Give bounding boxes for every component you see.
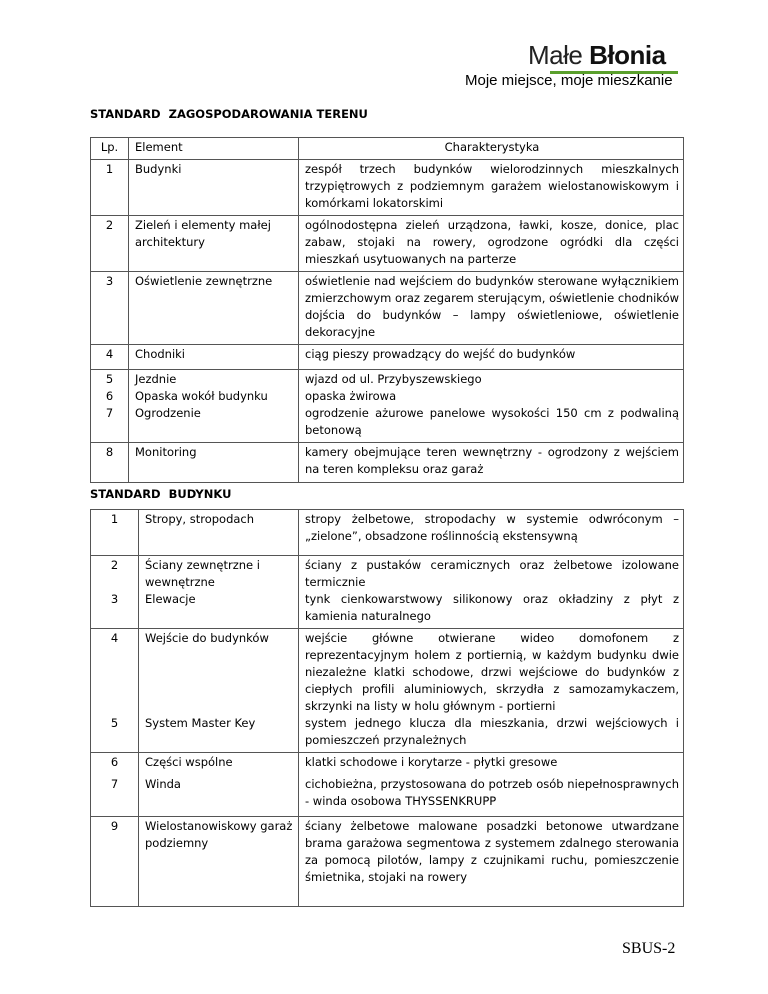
row-descriptions-group <box>299 629 684 753</box>
row-numbers-group <box>91 370 129 443</box>
table-row <box>91 160 684 216</box>
row-element: Wejście do budynków <box>145 631 269 645</box>
header-lp: Lp. <box>91 138 129 160</box>
row-elements-group <box>139 753 299 817</box>
row-number: 3 <box>110 592 119 606</box>
row-element: Oświetlenie zewnętrzne <box>129 272 299 345</box>
logo-wordmark <box>528 40 666 71</box>
table-header-row <box>91 138 684 160</box>
row-element: Części wspólne <box>145 755 233 769</box>
table-row <box>91 345 684 370</box>
row-element: Stropy, stropodach <box>139 510 299 556</box>
building-standard-table <box>90 509 684 907</box>
row-number: 5 <box>110 716 119 730</box>
row-description: ściany żelbetowe malowane posadzki betonowe utwardzane brama garażowa segmentowa z systemem zdalnego sterowania za pomocą pilotów, lampy z czujnikami ruchu, pomieszczenie śmietnika, stojaki na rowery <box>299 817 684 907</box>
row-description: ściany z pustaków ceramicznych oraz żelbetowe izolowane termicznie <box>305 558 679 589</box>
table-row <box>91 216 684 272</box>
table-row <box>91 272 684 345</box>
row-element: Chodniki <box>129 345 299 370</box>
row-number: 3 <box>91 272 129 345</box>
row-element: Winda <box>145 777 181 791</box>
slogan: Moje miejsce, moje mieszkanie <box>465 72 673 89</box>
row-number: 9 <box>91 817 139 907</box>
row-number: 8 <box>91 443 129 483</box>
table-row <box>91 753 684 817</box>
row-element: Monitoring <box>129 443 299 483</box>
table-row <box>91 629 684 753</box>
row-number: 4 <box>91 345 129 370</box>
table-row <box>91 370 684 443</box>
row-description: ogólnodostępna zieleń urządzona, ławki, kosze, donice, plac zabaw, stojaki na rowery, ogrodzone ogródki dla części mieszkań usytuowanych na parterze <box>299 216 684 272</box>
row-element: Wielostanowiskowy garaż podziemny <box>139 817 299 907</box>
row-element: Zieleń i elementy małej architektury <box>129 216 299 272</box>
row-description: zespół trzech budynków wielorodzinnych mieszkalnych trzypiętrowych z podziemnym garażem wielostanowiskowym i komórkami lokatorskimi <box>299 160 684 216</box>
table-row <box>91 556 684 629</box>
row-element: System Master Key <box>145 716 256 730</box>
table-row <box>91 817 684 907</box>
row-description: system jednego klucza dla mieszkania, drzwi wejściowych i pomieszczeń przynależnych <box>305 716 679 747</box>
row-number: 7 <box>105 406 114 420</box>
row-numbers-group <box>91 556 139 629</box>
row-number: 7 <box>110 777 119 791</box>
row-description: tynk cienkowarstwowy silikonowy oraz okładziny z płyt z kamienia naturalnego <box>305 592 679 623</box>
site-standard-table <box>90 137 684 483</box>
table-row <box>91 443 684 483</box>
row-descriptions-group <box>299 556 684 629</box>
row-elements-group <box>139 556 299 629</box>
row-element: Elewacje <box>145 592 196 606</box>
row-numbers-group <box>91 753 139 817</box>
row-number: 2 <box>91 216 129 272</box>
row-element: Budynki <box>129 160 299 216</box>
row-number: 1 <box>91 510 139 556</box>
row-descriptions-group <box>299 370 684 443</box>
row-element: Opaska wokół budynku <box>135 389 268 403</box>
row-description: wjazd od ul. Przybyszewskiego <box>305 372 482 386</box>
row-numbers-group <box>91 629 139 753</box>
row-number: 6 <box>105 389 114 403</box>
row-description: kamery obejmujące teren wewnętrzny - ogrodzony z wejściem na teren kompleksu oraz garaż <box>299 443 684 483</box>
row-number: 6 <box>110 755 119 769</box>
row-number: 1 <box>91 160 129 216</box>
row-number: 2 <box>110 558 119 572</box>
row-element: Ściany zewnętrzne i wewnętrzne <box>145 558 260 589</box>
logo-part2: Błonia <box>589 40 666 70</box>
row-descriptions-group <box>299 753 684 817</box>
row-elements-group <box>139 629 299 753</box>
row-description: oświetlenie nad wejściem do budynków sterowane wyłącznikiem zmierzchowym oraz zegarem sterującym, oświetlenie chodników dojścia do budynków – lampy oświetleniowe, oświetlenie dekoracyjne <box>299 272 684 345</box>
row-elements-group <box>129 370 299 443</box>
row-description: klatki schodowe i korytarze - płytki gresowe <box>305 755 558 769</box>
row-number: 5 <box>105 372 114 386</box>
table-row <box>91 510 684 556</box>
row-element: Ogrodzenie <box>135 406 201 420</box>
row-description: wejście główne otwierane wideo domofonem z reprezentacyjnym holem z portiernią, w każdym budynku dwie niezależne klatki schodowe, drzwi wejściowe do budynków z ciepłych profili aluminiowych, skrzydła z samozamykaczem, skrzynki na listy w holu głównym - portierni <box>305 631 679 713</box>
section2-title: STANDARD BUDYNKU <box>90 487 232 501</box>
row-description: cichobieżna, przystosowana do potrzeb osób niepełnosprawnych - winda osobowa THYSSENKRUPP <box>305 777 679 808</box>
row-description: ciąg pieszy prowadzący do wejść do budynków <box>299 345 684 370</box>
company-logo <box>528 40 678 74</box>
row-description: opaska żwirowa <box>305 389 397 403</box>
row-number: 4 <box>110 631 119 645</box>
row-element: Jezdnie <box>135 372 177 386</box>
page-number: SBUS-2 <box>622 940 676 957</box>
header-characteristics: Charakterystyka <box>299 138 684 160</box>
logo-part1: Małe <box>528 40 590 70</box>
section1-title: STANDARD ZAGOSPODAROWANIA TERENU <box>90 107 368 121</box>
row-description: ogrodzenie ażurowe panelowe wysokości 150 cm z podwaliną betonową <box>305 406 679 437</box>
header-element: Element <box>129 138 299 160</box>
row-description: stropy żelbetowe, stropodachy w systemie odwróconym – „zielone”, obsadzone roślinnością ekstensywną <box>299 510 684 556</box>
